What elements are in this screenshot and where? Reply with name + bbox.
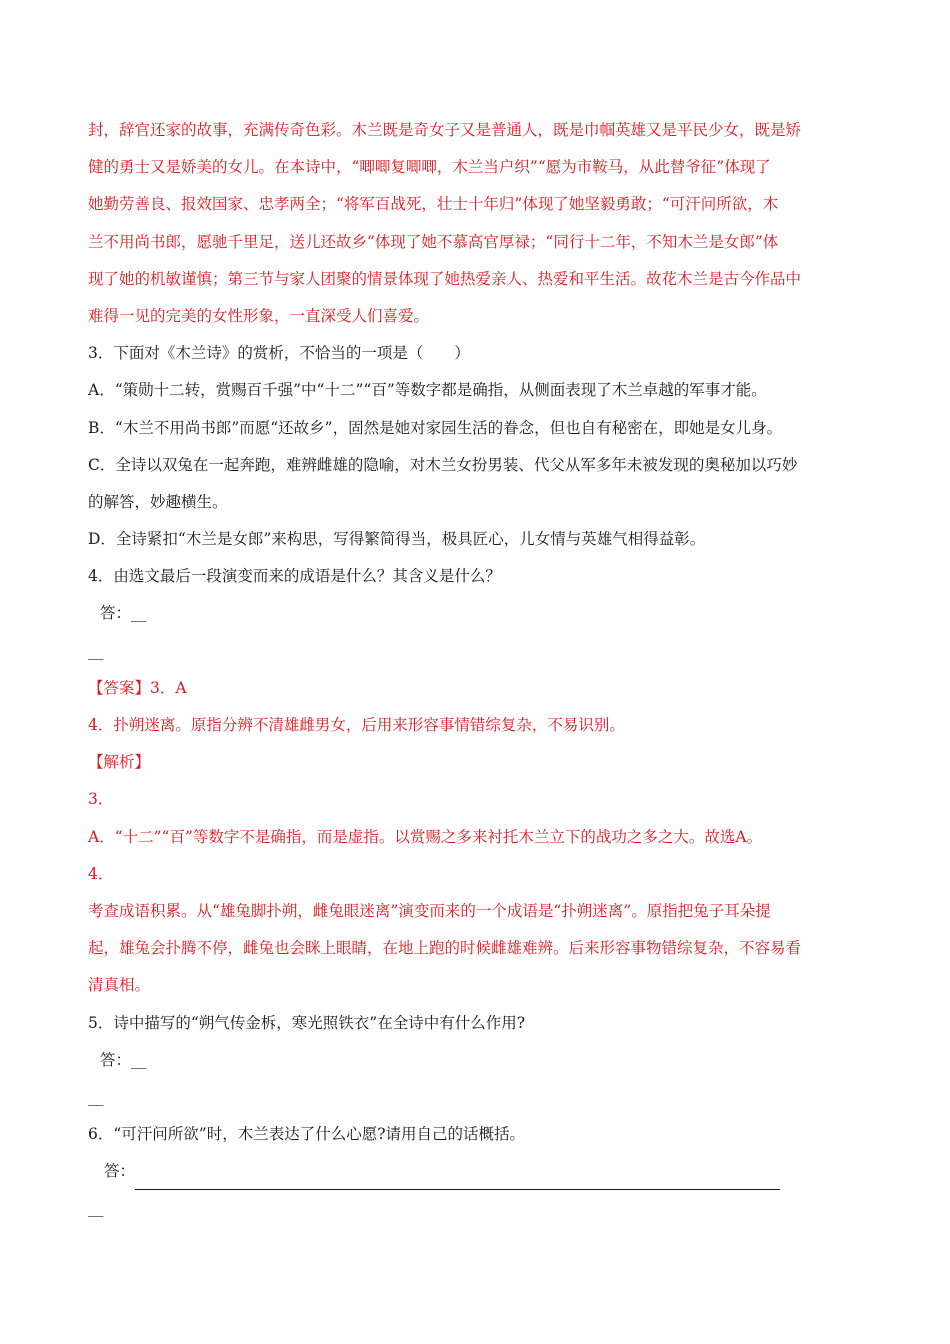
analysis-4-text: 考查成语积累。从“雄兔脚扑朔，雌兔眼迷离”演变而来的一个成语是“扑朔迷离”。原指把兔子耳朵提	[88, 901, 771, 920]
question-6-answer-prompt: 答：	[104, 1162, 136, 1181]
intro-line: 健的勇士又是娇美的女儿。在本诗中，“唧唧复唧唧，木兰当户织”“愿为市鞍马，从此替爷征”体现了	[88, 158, 771, 177]
document-content	[88, 112, 863, 1228]
question-3-option-b: B．“木兰不用尚书郎”而愿“还故乡”，固然是她对家园生活的眷念，但也自有秘密在，即她是女儿身。	[88, 418, 783, 437]
intro-line: 兰不用尚书郎，愿驰千里足，送儿还故乡”体现了她不慕高官厚禄；“同行十二年，不知木兰是女郎”体	[88, 232, 779, 251]
question-6-answer-row	[88, 1153, 863, 1190]
question-3-option-c: C．全诗以双兔在一起奔跑，难辨雌雄的隐喻，对木兰女扮男装、代父从军多年未被发现的奥秘加以巧妙	[88, 455, 798, 474]
answer-4: 4．扑朔迷离。原指分辨不清雄雌男女，后用来形容事情错综复杂，不易识别。	[88, 716, 625, 734]
question-4-answer-prompt: 答：__	[100, 604, 147, 623]
analysis-label: 【解析】	[88, 753, 151, 772]
intro-line: 难得一见的完美的女性形象，一直深受人们喜爱。	[88, 306, 430, 325]
intro-line: 封，辞官还家的故事，充满传奇色彩。木兰既是奇女子又是普通人，既是巾帼英雄又是平民少女，既是矫	[88, 121, 802, 139]
question-3-option-a: A．“策勋十二转，赏赐百千强”中“十二”“百”等数字都是确指，从侧面表现了木兰卓越的军事才能。	[88, 381, 767, 400]
question-3-option-c-continued: 的解答，妙趣横生。	[88, 492, 228, 511]
question-4-answer-tail: __	[88, 641, 104, 660]
question-5-answer-prompt: 答：__	[100, 1050, 147, 1069]
question-6	[88, 1116, 863, 1228]
intro-line: 现了她的机敏谨慎；第三节与家人团聚的情景体现了她热爱亲人、热爱和平生活。故花木兰是古今作品中	[88, 269, 802, 288]
question-3-stem: 3．下面对《木兰诗》的赏析，不恰当的一项是（ ）	[88, 344, 470, 363]
answer-label: 【答案】3．A	[88, 678, 187, 697]
question-5-answer-tail: __	[88, 1087, 104, 1106]
question-6-stem: 6．“可汗问所欲”时，木兰表达了什么心愿?请用自己的话概括。	[88, 1125, 526, 1144]
question-3	[88, 335, 863, 558]
intro-line: 她勤劳善良、报效国家、忠孝两全；“将军百战死，壮士十年归”体现了她坚毅勇敢；“可汗问所欲，木	[88, 195, 779, 214]
answer-blank-line[interactable]	[135, 1165, 780, 1190]
question-5-stem: 5．诗中描写的“朔气传金柝，寒光照铁衣”在全诗中有什么作用?	[88, 1013, 526, 1032]
analysis-3-text: A．“十二”“百”等数字不是确指，而是虚指。以赏赐之多来衬托木兰立下的战功之多之大。故选A。	[88, 827, 763, 846]
analysis-4-text: 清真相。	[88, 976, 151, 995]
question-6-answer-tail: __	[88, 1199, 104, 1218]
analysis-section	[88, 744, 863, 1004]
analysis-4-number: 4．	[88, 864, 114, 883]
question-4	[88, 558, 863, 670]
answer-section	[88, 670, 863, 744]
question-5	[88, 1005, 863, 1117]
analysis-4-text: 起，雄兔会扑腾不停，雌兔也会眯上眼睛，在地上跑的时候雌雄难辨。后来形容事物错综复杂，不容易看	[88, 939, 802, 958]
analysis-3-number: 3．	[88, 790, 114, 809]
question-4-stem: 4．由选文最后一段演变而来的成语是什么？其含义是什么？	[88, 567, 501, 586]
intro-analysis-paragraph	[88, 112, 863, 335]
question-3-option-d: D．全诗紧扣“木兰是女郎”来构思，写得繁简得当，极具匠心，儿女情与英雄气相得益彰。	[88, 530, 706, 549]
